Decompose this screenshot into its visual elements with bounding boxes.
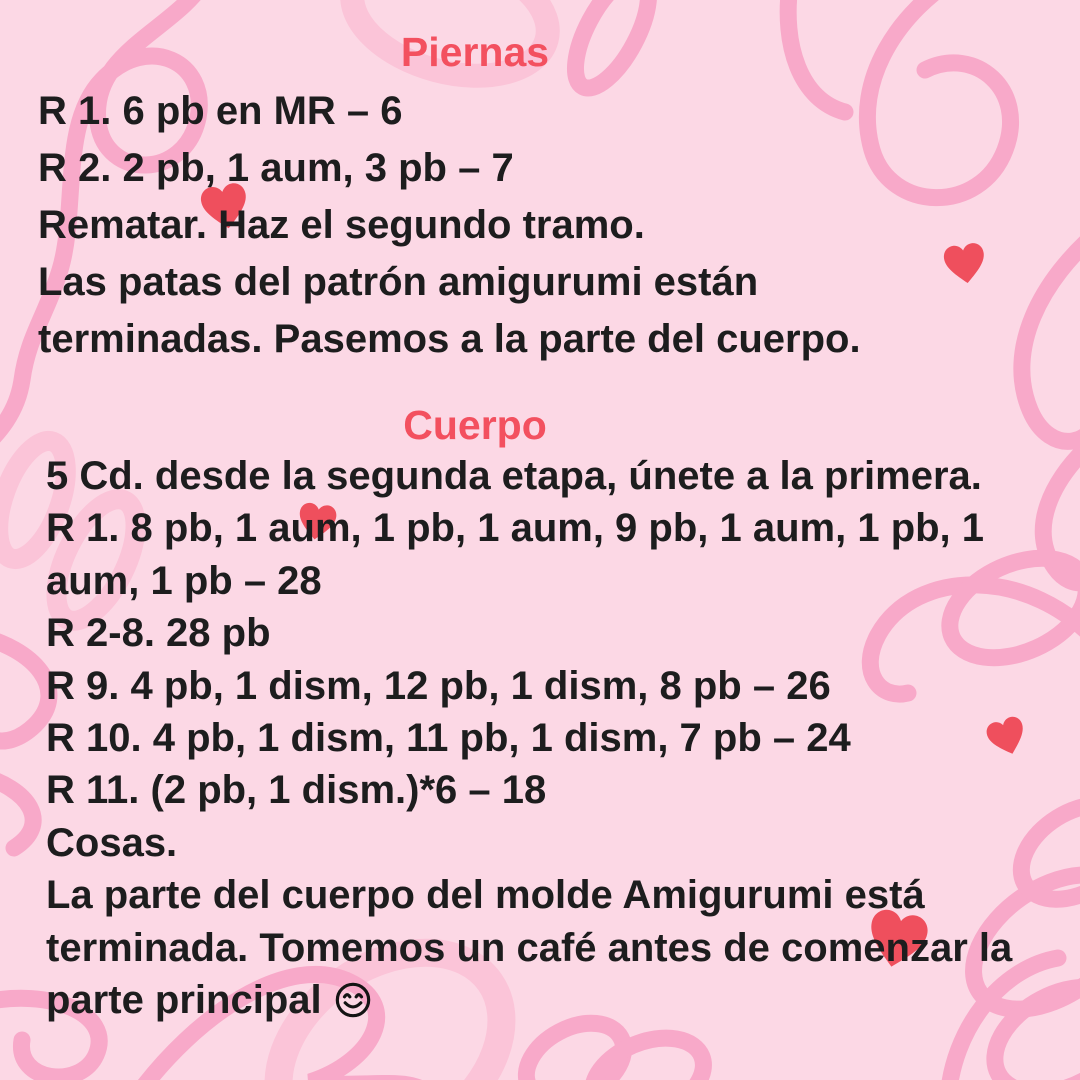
pattern-line: R 2-8. 28 pb: [46, 611, 271, 656]
pattern-line: 5 Cd. desde la segunda etapa, únete a la primera.: [46, 454, 982, 498]
section-title-cuerpo: Cuerpo: [403, 402, 547, 448]
doodle-right-edge-loops: [1022, 230, 1080, 583]
section-title-piernas: Piernas: [400, 29, 550, 75]
pattern-line: R 1. 6 pb en MR – 6: [38, 89, 403, 133]
pattern-line-text: parte principal: [46, 978, 322, 1023]
pattern-line: R 9. 4 pb, 1 dism, 12 pb, 1 dism, 8 pb – 26: [46, 663, 831, 708]
pattern-line: Rematar. Haz el segundo tramo.: [38, 203, 645, 247]
pattern-line: R 11. (2 pb, 1 dism.)*6 – 18: [46, 768, 547, 813]
pattern-line: La parte del cuerpo del molde Amigurumi está: [46, 873, 925, 918]
cuerpo-instructions: [46, 450, 1012, 1026]
smiling-face-emoji-icon: [333, 980, 373, 1020]
pattern-line: Las patas del patrón amigurumi están: [38, 260, 759, 304]
pattern-line: Cosas.: [46, 820, 178, 865]
piernas-instructions: [38, 83, 861, 368]
pattern-line-with-emoji: [46, 974, 1012, 1026]
pattern-line: R 10. 4 pb, 1 dism, 11 pb, 1 dism, 7 pb – 24: [46, 716, 851, 761]
pattern-line: R 1. 8 pb, 1 aum, 1 pb, 1 aum, 9 pb, 1 aum, 1 pb, 1: [46, 506, 985, 551]
pattern-line: terminada. Tomemos un café antes de comenzar la: [46, 925, 1013, 970]
pattern-line: R 2. 2 pb, 1 aum, 3 pb – 7: [38, 146, 514, 190]
doodle-left-low-bumps: [0, 635, 49, 848]
heart-icon: [938, 235, 993, 293]
pattern-line: aum, 1 pb – 28: [46, 558, 322, 603]
pattern-line: terminadas. Pasemos a la parte del cuerpo.: [38, 317, 861, 361]
